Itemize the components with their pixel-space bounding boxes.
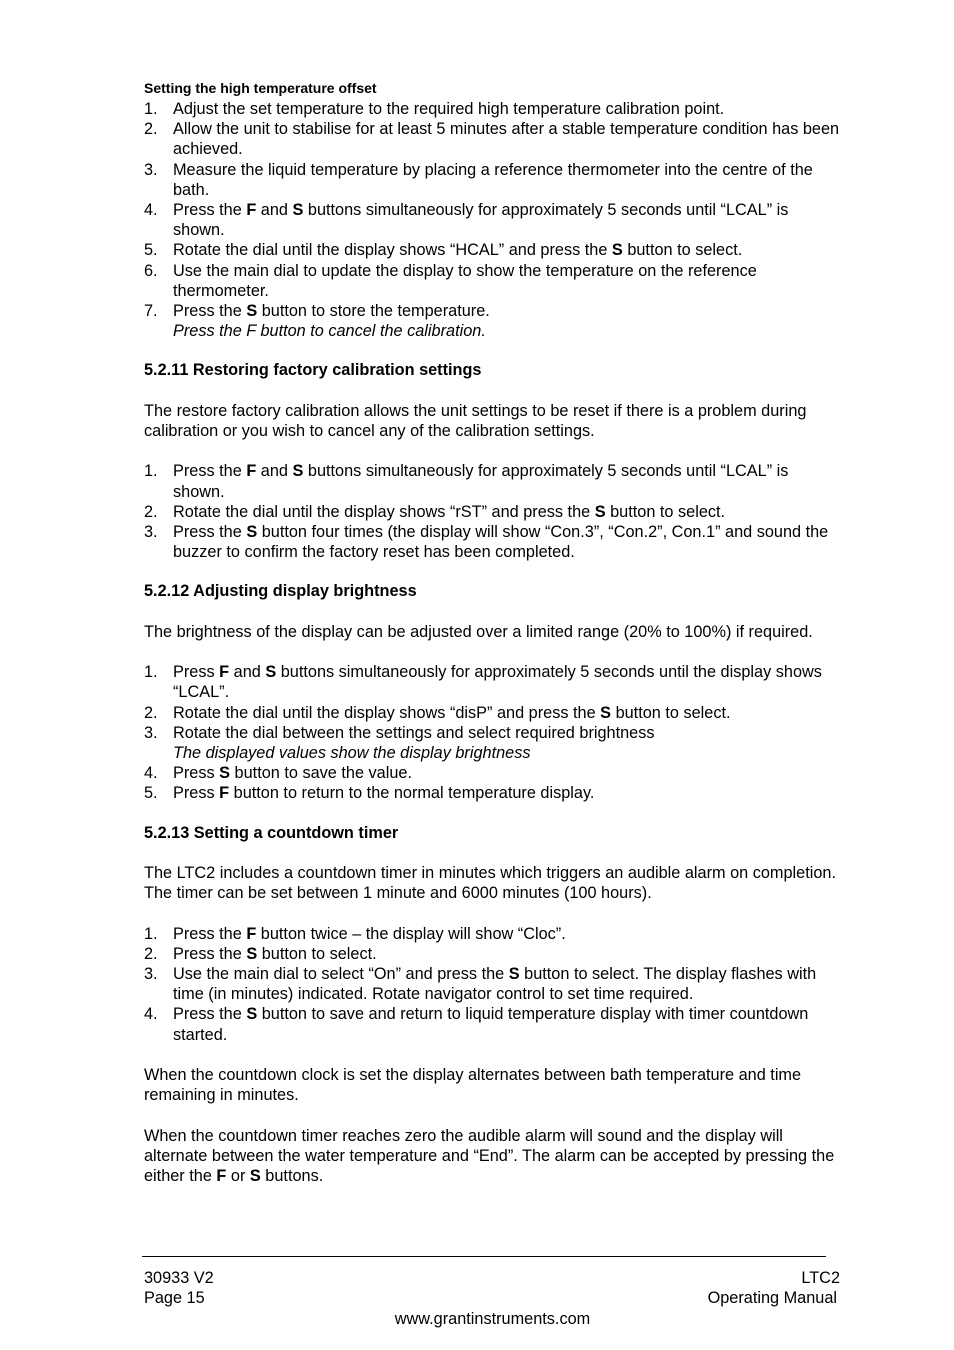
section-intro: The restore factory calibration allows the unit settings to be reset if there is a problem during calibration or you wish to cancel any of the calibration settings. xyxy=(144,401,807,441)
step-number: 1. xyxy=(144,663,158,682)
button-ref-s: S xyxy=(611,241,623,260)
para-text: or xyxy=(226,1167,250,1186)
step-text: Use the main dial to update the display to show the temperature on the reference thermometer. xyxy=(173,261,757,300)
step-number: 4. xyxy=(144,201,158,220)
button-ref-f: F xyxy=(216,1167,227,1186)
step-text: Press the xyxy=(173,302,247,321)
countdown-steps xyxy=(144,924,844,1045)
button-ref-s: S xyxy=(246,944,258,963)
button-ref-s: S xyxy=(594,502,606,521)
para-text: When the countdown timer reaches zero the audible alarm will sound and the display will alternate between the water temperature and “End”. The alarm can be accepted by pressing the either the xyxy=(144,1126,835,1186)
step-text: Allow the unit to stabilise for at least 5 minutes after a stable temperature condition has been achieved. xyxy=(173,120,840,159)
list-item xyxy=(144,301,844,341)
step-text: button to select. The display flashes with time (in minutes) indicated. Rotate navigator control to set time required. xyxy=(173,965,817,1004)
section-intro: The brightness of the display can be adjusted over a limited range (20% to 100%) if required. xyxy=(144,622,813,641)
step-text: button to select. xyxy=(622,241,743,260)
step-text: button to save and return to liquid temperature display with timer countdown started. xyxy=(173,1005,809,1044)
list-item xyxy=(144,502,844,522)
step-text: buttons simultaneously for approximately 5 seconds until the display shows “LCAL”. xyxy=(173,663,822,702)
step-text: button to save the value. xyxy=(230,764,412,783)
button-ref-f: F xyxy=(219,663,230,682)
button-ref-s: S xyxy=(508,965,520,984)
button-ref-s: S xyxy=(219,764,231,783)
section-intro: The LTC2 includes a countdown timer in minutes which triggers an audible alarm on completion. The timer can be set between 1 minute and 6000 minutes (100 hours). xyxy=(144,864,837,903)
step-text: button to return to the normal temperature display. xyxy=(229,784,595,803)
footer-page-number: Page 15 xyxy=(144,1289,205,1307)
step-number: 3. xyxy=(144,723,158,742)
step-number: 1. xyxy=(144,924,158,943)
list-item xyxy=(144,924,844,944)
footer-manual-title: Operating Manual xyxy=(707,1289,837,1307)
section-heading-5-2-12: 5.2.12 Adjusting display brightness xyxy=(144,582,417,601)
step-text: Rotate the dial between the settings and select required brightness xyxy=(173,723,655,742)
step-number: 3. xyxy=(144,965,158,984)
step-number: 7. xyxy=(144,302,158,321)
button-ref-s: S xyxy=(246,523,258,542)
list-item xyxy=(144,522,844,562)
step-text: button to store the temperature. xyxy=(257,302,490,321)
step-number: 2. xyxy=(144,120,158,139)
high-temp-steps xyxy=(144,99,844,341)
footer-product: LTC2 xyxy=(801,1269,840,1287)
list-item xyxy=(144,160,844,200)
list-item xyxy=(144,662,844,702)
brightness-steps xyxy=(144,662,844,803)
step-text: buttons simultaneously for approximately 5 seconds until “LCAL” is shown. xyxy=(173,201,789,240)
step-text: button to select. xyxy=(257,944,377,963)
list-item xyxy=(144,703,844,723)
section-heading-5-2-13: 5.2.13 Setting a countdown timer xyxy=(144,823,399,842)
footer-doc-number: 30933 V2 xyxy=(144,1269,214,1287)
list-item xyxy=(144,200,844,240)
subheading-high-temp-offset: Setting the high temperature offset xyxy=(144,80,377,96)
step-text: and xyxy=(256,462,293,481)
step-text: Press the xyxy=(173,462,247,481)
step-text: Rotate the dial until the display shows “disP” and press the xyxy=(173,703,601,722)
countdown-display-paragraph: When the countdown clock is set the display alternates between bath temperature and time remaining in minutes. xyxy=(144,1066,802,1105)
step-text: and xyxy=(229,663,266,682)
button-ref-s: S xyxy=(600,703,612,722)
step-text: buttons simultaneously for approximately 5 seconds until “LCAL” is shown. xyxy=(173,462,789,501)
list-item xyxy=(144,119,844,159)
step-number: 3. xyxy=(144,160,158,179)
section-heading-5-2-11: 5.2.11 Restoring factory calibration settings xyxy=(144,361,482,380)
step-note: Press the F button to cancel the calibration. xyxy=(173,322,486,341)
step-text: button four times (the display will show “Con.3”, “Con.2”, Con.1” and sound the buzzer to confirm the factory reset has been completed. xyxy=(173,523,829,562)
step-text: button twice – the display will show “Cloc”. xyxy=(256,924,566,943)
step-number: 4. xyxy=(144,1005,158,1024)
button-ref-f: F xyxy=(219,784,230,803)
step-text: Rotate the dial until the display shows “HCAL” and press the xyxy=(173,241,612,260)
step-text: Press the xyxy=(173,944,247,963)
factory-reset-steps xyxy=(144,461,844,562)
step-text: Adjust the set temperature to the required high temperature calibration point. xyxy=(173,100,725,118)
list-item xyxy=(144,461,844,501)
button-ref-f: F xyxy=(246,201,257,220)
step-number: 6. xyxy=(144,261,158,280)
step-text: Press xyxy=(173,663,220,682)
button-ref-s: S xyxy=(246,1005,258,1024)
step-text: Rotate the dial until the display shows “rST” and press the xyxy=(173,502,595,521)
step-number: 4. xyxy=(144,764,158,783)
step-text: button to select. xyxy=(605,502,726,521)
step-number: 3. xyxy=(144,523,158,542)
list-item xyxy=(144,723,844,763)
step-text: Press xyxy=(173,764,220,783)
button-ref-s: S xyxy=(246,302,258,321)
step-number: 2. xyxy=(144,703,158,722)
step-number: 1. xyxy=(144,100,158,118)
list-item xyxy=(144,99,844,119)
step-number: 5. xyxy=(144,784,158,803)
step-number: 1. xyxy=(144,462,158,481)
step-text: Press the xyxy=(173,201,247,220)
list-item xyxy=(144,783,844,803)
button-ref-s: S xyxy=(249,1167,261,1186)
button-ref-s: S xyxy=(292,201,304,220)
button-ref-s: S xyxy=(292,462,304,481)
step-number: 2. xyxy=(144,944,158,963)
button-ref-s: S xyxy=(265,663,277,682)
step-text: Press the xyxy=(173,924,247,943)
footer-website: www.grantinstruments.com xyxy=(394,1310,591,1328)
list-item xyxy=(144,261,844,301)
page-content xyxy=(144,80,844,1186)
step-note: The displayed values show the display brightness xyxy=(173,744,531,763)
button-ref-f: F xyxy=(246,924,257,943)
step-number: 5. xyxy=(144,241,158,260)
step-text: Press the xyxy=(173,1005,247,1024)
list-item xyxy=(144,1004,844,1044)
footer-divider xyxy=(142,1256,826,1257)
step-number: 2. xyxy=(144,502,158,521)
countdown-alarm-paragraph xyxy=(144,1126,844,1187)
step-text: Measure the liquid temperature by placing a reference thermometer into the centre of the bath. xyxy=(173,160,813,199)
step-text: Use the main dial to select “On” and press the xyxy=(173,965,509,984)
para-text: buttons. xyxy=(260,1167,324,1186)
step-text: Press the xyxy=(173,523,247,542)
button-ref-f: F xyxy=(246,462,257,481)
step-text: button to select. xyxy=(611,703,731,722)
list-item xyxy=(144,944,844,964)
list-item xyxy=(144,964,844,1004)
list-item xyxy=(144,240,844,260)
step-text: and xyxy=(256,201,293,220)
step-text: Press xyxy=(173,784,220,803)
list-item xyxy=(144,763,844,783)
